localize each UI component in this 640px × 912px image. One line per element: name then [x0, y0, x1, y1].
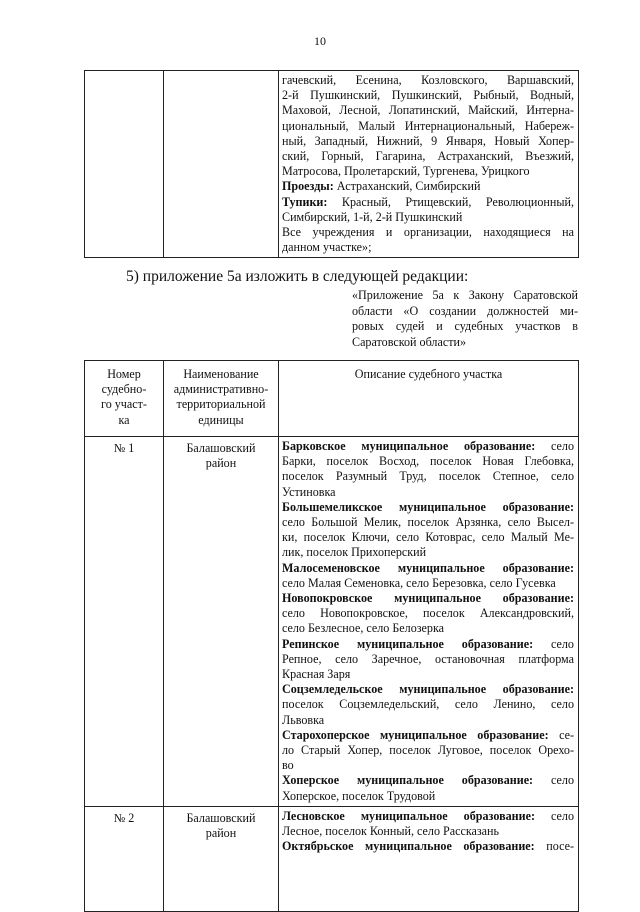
- tupiki-line-2: Симбирский, 1-й, 2-й Пушкинский: [282, 209, 463, 224]
- street-line: 2-й Пушкинский, Пушкинский, Рыбный, Водный,: [282, 88, 574, 103]
- header-description: Описание судебного участка: [279, 361, 579, 437]
- street-line: гачевский, Есенина, Козловского, Варшавский,: [282, 73, 574, 87]
- empty-cell: [85, 71, 164, 258]
- empty-cell: [164, 71, 279, 258]
- table-row: [85, 806, 579, 911]
- header-unit: Наименование административно- территориальной единицы: [164, 361, 279, 437]
- municipality-title: Новопокровское муниципальное образование:: [282, 591, 574, 606]
- row-district: Балашовский район: [164, 806, 279, 911]
- street-line: ский, Горный, Гагарина, Астраханский, Въезжий,: [282, 149, 574, 164]
- row-number: № 2: [85, 806, 164, 911]
- row-description: Барковское муниципальное образование: село Барки, поселок Восход, поселок Новая Глебовка, поселок Разумный Труд, поселок Степное, село Устиновка Большемеликское муниципальное образование: село Большой Мелик, поселок Арзянка, село Высел- ки, поселок Ключи, село Котоврас, село Малый Ме- лик, поселок Прихоперский Малосеменовское муниципальное образование: село Малая Семеновка, село Березовка, село Гусевка Новопокровское муниципальное образование: село Новопокровское, поселок Александровский, село Безлесное, село Белозерка Репинское муниципальное образование: село Репное, село Заречное, остановочная платформа Красная Заря Соцземледельское муниципальное образование: поселок Соцземледельский, село Ленино, село Львовка Старохоперское муниципальное образование: се- ло Старый Хопер, поселок Луговое, поселок Орехо- во Хоперское муниципальное образование: село Хоперское, поселок Трудовой: [279, 437, 579, 807]
- tupiki-label: Тупики:: [282, 194, 328, 209]
- proezdy-line: [282, 179, 574, 194]
- row-number: № 1: [85, 437, 164, 807]
- municipality-title: Старохоперское муниципальное образование: се-: [282, 727, 574, 742]
- proezdy-text: Астраханский, Симбирский: [333, 179, 481, 194]
- page-number: 10: [314, 34, 326, 48]
- appendix-title: [352, 288, 578, 350]
- amendment-intro: 5) приложение 5а изложить в следующей редакции:: [126, 268, 469, 285]
- street-line: циональный, Малый Интернациональный, Набереж-: [282, 118, 574, 133]
- closing-line: Все учреждения и организации, находящиеся на: [282, 225, 574, 240]
- table-header-row: [85, 361, 579, 437]
- continuation-description: [279, 71, 579, 258]
- municipality-title: Соцземледельское муниципальное образование:: [282, 682, 574, 697]
- street-line: Маховой, Лесной, Лопатинский, Майский, Интерна-: [282, 103, 574, 118]
- appendix-title-line: «Приложение 5а к Закону Саратовской: [352, 288, 578, 302]
- tupiki-text: Красный, Ртищевский, Революционный,: [327, 194, 574, 209]
- municipality-title: Хоперское муниципальное образование: село: [282, 773, 574, 788]
- municipality-title: Октябрьское муниципальное образование: посе-: [282, 839, 574, 854]
- municipality-title: Лесновское муниципальное образование: село: [282, 808, 574, 823]
- street-line: Матросова, Пролетарский, Тургенева, Урицкого: [282, 164, 530, 179]
- municipality-title: Репинское муниципальное образование: село: [282, 636, 574, 651]
- header-number: Номер судебно- го участ- ка: [85, 361, 164, 437]
- table-row: [85, 437, 579, 807]
- continuation-table: [84, 70, 579, 258]
- street-line: ный, Западный, Нижний, 9 Января, Новый Хопер-: [282, 133, 574, 148]
- closing-line-2: данном участке»;: [282, 240, 372, 255]
- municipality-title: Большемеликское муниципальное образование:: [282, 499, 574, 514]
- proezdy-label: Проезды:: [282, 179, 334, 194]
- appendix-title-line: Саратовской области»: [352, 334, 466, 349]
- tupiki-line: [282, 195, 574, 210]
- court-districts-table: [84, 360, 579, 912]
- municipality-title: Малосеменовское муниципальное образование:: [282, 560, 574, 575]
- row-description: Лесновское муниципальное образование: село Лесное, поселок Конный, село Рассказань Октябрьское муниципальное образование: посе-: [279, 806, 579, 911]
- appendix-title-line: ровых судей и судебных участков в: [352, 319, 578, 333]
- municipality-title: Барковское муниципальное образование: село: [282, 439, 574, 453]
- row-district: Балашовский район: [164, 437, 279, 807]
- appendix-title-line: области «О создании должностей ми-: [352, 303, 578, 318]
